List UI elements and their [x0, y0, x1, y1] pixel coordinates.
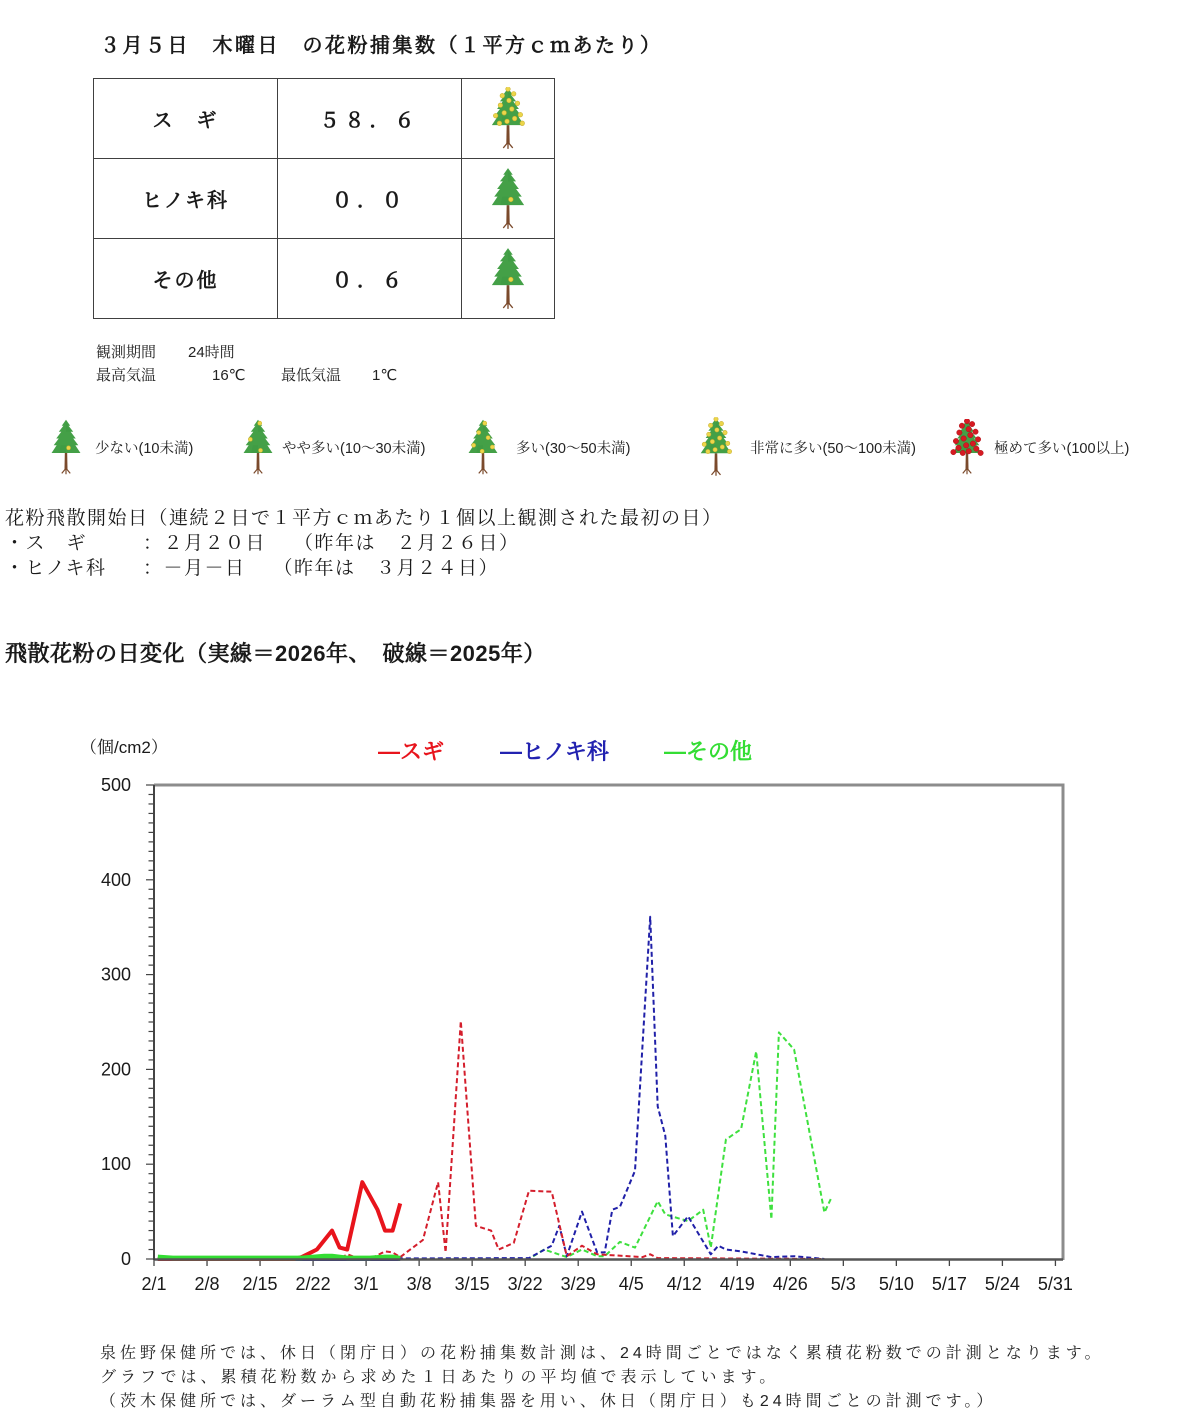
y-axis-unit-label: （個/cm2）: [80, 738, 168, 757]
species-name: その他: [94, 239, 278, 319]
footnote-line: 泉佐野保健所では、休日（閉庁日）の花粉捕集数計測は、24時間ごとではなく累積花粉数での計測となります。: [100, 1345, 1105, 1362]
footnote-line: （茨木保健所では、ダーラム型自動花粉捕集器を用い、休日（閉庁日）も24時間ごとの計測です。）: [100, 1393, 997, 1410]
y-tick-label: 300: [100, 964, 131, 985]
level-cell: [462, 79, 555, 159]
pollen-daily-chart: [0, 770, 1200, 1310]
start-date-row: [5, 531, 723, 556]
legend-item-sugi: ―スギ: [378, 739, 445, 764]
chart-heading: 飛散花粉の日変化（実線＝2026年、 破線＝2025年）: [5, 641, 546, 666]
legend-item-hinoki: ―ヒノキ科: [500, 739, 609, 764]
table-row: [94, 79, 555, 159]
x-tick-label: 3/22: [507, 1274, 543, 1294]
start-date-last-year: （昨年は ３月２４日）: [273, 558, 500, 579]
table-row: [94, 159, 555, 239]
x-tick-label: 5/10: [878, 1274, 914, 1294]
observation-period-label: 観測期間: [96, 344, 157, 361]
footnote-line: グラフでは、累積花粉数から求めた１日あたりの平均値で表示しています。: [100, 1369, 780, 1386]
x-tick-label: 2/1: [141, 1274, 167, 1294]
start-dates-heading: 花粉飛散開始日（連続２日で１平方ｃｍあたり１個以上観測された最初の日）: [5, 508, 723, 529]
species-name: ス ギ: [94, 79, 278, 159]
y-tick-label: 500: [100, 775, 131, 795]
level-legend-label: 極めて多い(100以上): [994, 441, 1130, 457]
tree-level-5-icon: [950, 416, 984, 478]
legend-item-other: ―その他: [664, 739, 753, 764]
pollen-count-value: ０．６: [278, 239, 462, 319]
level-legend-label: 非常に多い(50～100未満): [750, 441, 916, 457]
x-tick-label: 4/5: [618, 1274, 644, 1294]
start-date-value: ：２月２０日: [143, 533, 267, 554]
tree-level-3-icon: [466, 416, 500, 478]
start-date-value: ：－月－日: [143, 558, 246, 579]
footnotes: [100, 1342, 1105, 1414]
y-tick-label: 100: [100, 1154, 131, 1175]
pollen-counts-table: [93, 78, 555, 319]
level-legend-label: 少ない(10未満): [95, 441, 194, 457]
level-legend-label: 多い(30～50未満): [516, 441, 631, 457]
pollen-level-tree-icon: [489, 87, 527, 150]
level-cell: [462, 239, 555, 319]
x-tick-label: 3/15: [454, 1274, 490, 1294]
x-tick-label: 4/19: [719, 1274, 755, 1294]
pollen-start-dates: [5, 506, 723, 581]
tree-level-1-icon: [49, 416, 83, 478]
x-tick-label: 4/26: [772, 1274, 808, 1294]
pollen-level-tree-icon: [489, 167, 527, 230]
tree-level-4-icon: [698, 416, 734, 478]
y-tick-label: 400: [100, 869, 131, 890]
start-date-species: ・ス ギ: [5, 533, 88, 554]
y-tick-label: 200: [100, 1059, 131, 1080]
pollen-count-value: ０．０: [278, 159, 462, 239]
x-tick-label: 2/8: [194, 1274, 220, 1294]
page-title: ３月５日 木曜日 の花粉捕集数（１平方ｃｍあたり）: [100, 35, 663, 57]
x-tick-label: 2/22: [295, 1274, 331, 1294]
min-temp-value: 1℃: [372, 367, 398, 384]
species-name: ヒノキ科: [94, 159, 278, 239]
x-tick-label: 5/17: [931, 1274, 967, 1294]
pollen-level-tree-icon: [489, 247, 527, 310]
x-tick-label: 3/29: [560, 1274, 596, 1294]
x-tick-label: 3/1: [353, 1274, 379, 1294]
x-tick-label: 5/24: [984, 1274, 1020, 1294]
tree-level-2-icon: [241, 416, 275, 478]
x-tick-label: 5/3: [830, 1274, 856, 1294]
start-date-last-year: （昨年は ２月２６日）: [294, 533, 520, 554]
max-temp-value: 16℃: [212, 367, 246, 384]
level-legend-label: やや多い(10～30未満): [282, 441, 426, 457]
chart-series-line: [158, 1256, 400, 1258]
plot-area: [154, 785, 1063, 1259]
level-cell: [462, 159, 555, 239]
x-tick-label: 2/15: [242, 1274, 278, 1294]
x-tick-label: 5/31: [1037, 1274, 1073, 1294]
min-temp-label: 最低気温: [281, 367, 342, 384]
pollen-count-value: ５８．６: [278, 79, 462, 159]
observation-period-value: 24時間: [188, 344, 235, 361]
x-tick-label: 3/8: [406, 1274, 432, 1294]
x-tick-label: 4/12: [666, 1274, 702, 1294]
start-date-row: [5, 556, 723, 581]
max-temp-label: 最高気温: [96, 367, 157, 384]
start-date-species: ・ヒノキ科: [5, 558, 107, 579]
table-row: [94, 239, 555, 319]
y-tick-label: 0: [120, 1249, 131, 1269]
